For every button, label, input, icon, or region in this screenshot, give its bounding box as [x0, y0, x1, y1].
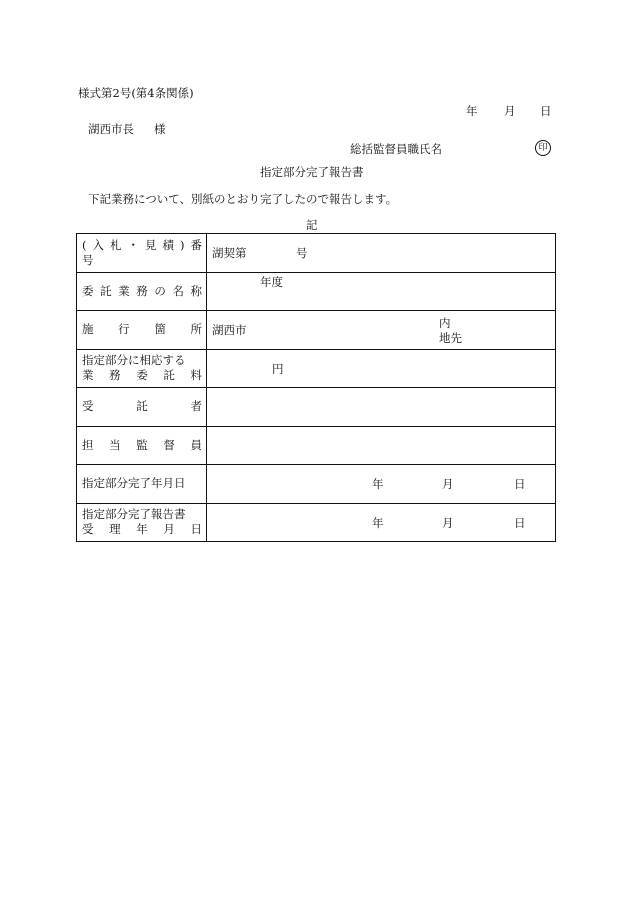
- label-char: 年: [136, 522, 148, 537]
- label-char: 受: [82, 522, 94, 537]
- label-char: 理: [109, 522, 121, 537]
- label-char: 受: [82, 399, 94, 414]
- inspector-name-label: 総括監督員職氏名: [350, 142, 442, 156]
- label-char: 箇: [154, 322, 166, 337]
- table-row: [77, 349, 556, 388]
- ki-marker: 記: [306, 218, 318, 232]
- report-table: [76, 233, 556, 542]
- label-char: 業: [82, 368, 94, 383]
- document-title: 指定部分完了報告書: [260, 165, 364, 179]
- location-label: [77, 311, 207, 350]
- table-row: [77, 234, 556, 273]
- location-site: 地先: [439, 331, 462, 345]
- label-char: 当: [109, 437, 121, 452]
- contractor-value[interactable]: [207, 388, 556, 427]
- receipt-month: 月: [442, 515, 454, 530]
- completion-day: 日: [514, 477, 526, 491]
- bid-suffix: 号: [296, 246, 308, 260]
- label-char: 監: [136, 437, 148, 452]
- label-char: 施: [82, 322, 94, 337]
- label-char: 日: [190, 522, 202, 537]
- label-char: の: [154, 283, 166, 298]
- bid-number-label: [77, 234, 207, 273]
- addressee: [88, 122, 166, 136]
- inspector-value[interactable]: [207, 426, 556, 465]
- label-char: 託: [136, 399, 148, 414]
- contractor-label: [77, 388, 207, 427]
- label-char: 委: [82, 283, 94, 298]
- fiscal-year-label: 年度: [260, 274, 283, 289]
- label-char: 積: [162, 237, 174, 252]
- receipt-date-label: [77, 503, 207, 542]
- label-char: 月: [163, 522, 175, 537]
- honorific: 様: [154, 122, 166, 136]
- seal-stamp: 印: [535, 140, 551, 156]
- date-day-label: 日: [540, 104, 552, 118]
- label-char: 見: [145, 237, 157, 252]
- form-number: 様式第2号(第4条関係): [78, 86, 194, 100]
- label-char: (: [82, 237, 87, 252]
- label-char: 行: [118, 322, 130, 337]
- table-row: [77, 388, 556, 427]
- label-char: 督: [163, 437, 175, 452]
- label-char: 務: [136, 283, 148, 298]
- label-char: 員: [190, 437, 202, 452]
- label-char: 託: [163, 368, 175, 383]
- fee-value[interactable]: [207, 349, 556, 388]
- task-name-label: [77, 272, 207, 311]
- label-char: 委: [136, 368, 148, 383]
- location-value[interactable]: [207, 311, 556, 350]
- receipt-day: 日: [514, 515, 526, 530]
- completion-year: 年: [372, 477, 384, 491]
- label-char: 業: [118, 283, 130, 298]
- date-year-label: 年: [466, 104, 478, 118]
- label-char: 名: [172, 283, 184, 298]
- fee-label: [77, 349, 207, 388]
- completion-month: 月: [442, 477, 454, 491]
- bid-prefix: 湖契第: [212, 246, 247, 260]
- bid-number-value[interactable]: [207, 234, 556, 273]
- table-row: [77, 503, 556, 542]
- label-line: 指定部分完了年月日: [82, 476, 186, 491]
- location-city: 湖西市: [212, 323, 247, 337]
- label-char: 託: [100, 283, 112, 298]
- label-char: 番: [190, 237, 202, 252]
- label-char: 所: [190, 322, 202, 337]
- label-char: 務: [109, 368, 121, 383]
- addressee-name: 湖西市長: [88, 122, 134, 136]
- label-line: 号: [82, 252, 94, 267]
- table-row: [77, 272, 556, 311]
- yen-label: 円: [272, 361, 284, 376]
- intro-text: 下記業務について、別紙のとおり完了したので報告します。: [88, 192, 398, 206]
- label-char: 入: [92, 237, 104, 252]
- table-row: [77, 426, 556, 465]
- receipt-year: 年: [372, 515, 384, 530]
- date-month-label: 月: [504, 104, 516, 118]
- label-line: 指定部分に相応する: [82, 353, 186, 368]
- label-char: 者: [190, 399, 202, 414]
- location-inner: 内: [439, 316, 451, 330]
- inspector-label: [77, 426, 207, 465]
- label-line: 指定部分完了報告書: [82, 507, 186, 522]
- receipt-date-value[interactable]: [207, 503, 556, 542]
- label-char: ・: [127, 237, 139, 252]
- label-char: 称: [190, 283, 202, 298]
- completion-date-label: [77, 465, 207, 504]
- table-row: [77, 311, 556, 350]
- label-char: 料: [190, 368, 202, 383]
- completion-date-value[interactable]: [207, 465, 556, 504]
- label-char: 担: [82, 437, 94, 452]
- label-char: 札: [110, 237, 122, 252]
- table-row: [77, 465, 556, 504]
- label-char: ): [180, 237, 185, 252]
- task-name-value[interactable]: [207, 272, 556, 311]
